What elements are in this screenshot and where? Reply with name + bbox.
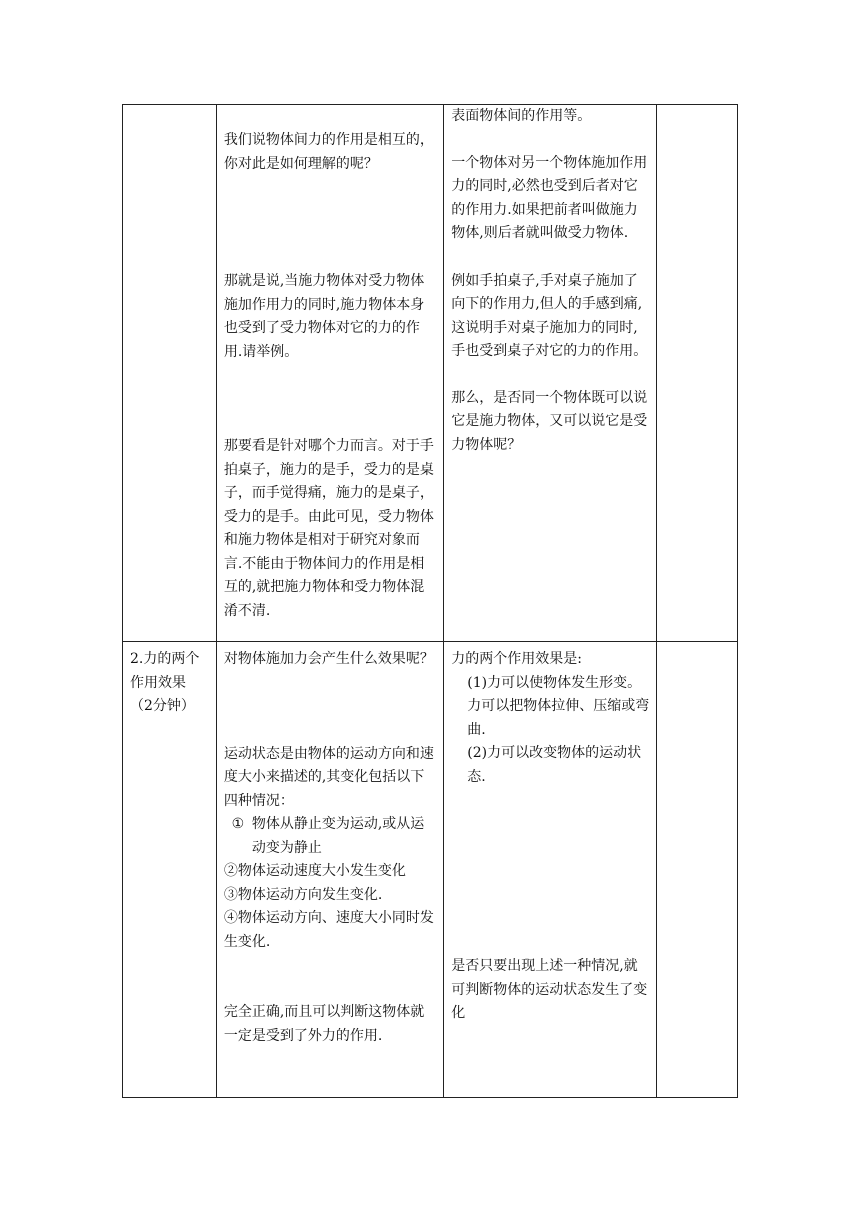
paragraph: 是否只要出现上述一种情况,就可判断物体的运动状态发生了变化 [451,958,648,1021]
paragraph: 表面物体间的作用等。 [451,108,592,124]
list-item [224,813,436,860]
stage-cell [123,642,217,1098]
paragraph: 一个物体对另一个物体施加作用力的同时,必然也受到后者对它的作用力.如果把前者叫做施力物体,则后者就叫做受力物体. [451,154,648,241]
paragraph: 运动状态是由物体的运动方向和速度大小来描述的,其变化包括以下四种情况： [223,745,434,809]
table-row [123,642,738,1098]
paragraph: 例如手拍桌子,手对桌子施加了向下的作用力,但人的手感到痛,这说明手对桌子施加力的同时,手也受到桌子对它的力的作用。 [451,272,648,359]
paragraph: 对物体施加力会产生什么效果呢？ [223,651,434,667]
table-row [123,105,738,642]
teacher-activity-cell [216,642,443,1098]
stage-title: 2.力的两个作用效果（2分钟） [130,651,200,714]
student-activity-cell [444,642,657,1098]
student-activity-cell [444,105,657,642]
paragraph: 我们说物体间力的作用是相互的，你对此是如何理解的呢？ [223,132,434,172]
stage-cell [123,105,217,642]
paragraph: 那要看是针对哪个力而言。对于手拍桌子，施力的是手，受力的是桌子，而手觉得痛，施力的是桌子，受力的是手。由此可见，受力物体和施力物体是相对于研究对象而言.不能由于物体间力的作用是相互的,就把施力物体和受力物体混淆不清. [223,438,434,619]
paragraph: 力的两个作用效果是: [451,651,582,667]
notes-cell [657,105,738,642]
paragraph: 完全正确,而且可以判断这物体就一定是受到了外力的作用. [223,1004,425,1044]
list-item: ②物体运动速度大小发生变化 [223,863,406,879]
paragraph: (1)力可以使物体发生形变。力可以把物体拉伸、压缩或弯曲. [467,674,650,738]
list-item: ③物体运动方向发生变化. [223,886,383,903]
paragraph: (2)力可以改变物体的运动状态. [467,745,642,785]
teacher-activity-cell [216,105,443,642]
notes-cell [657,642,738,1098]
paragraph: 那就是说,当施力物体对受力物体施加作用力的同时,施力物体本身也受到了受力物体对它的力的作用.请举例。 [223,273,425,360]
list-item: ④物体运动方向、速度大小同时发生变化. [223,910,434,950]
list-item-text: 物体从静止变为运动,或从运动变为静止 [251,816,425,856]
paragraph: 那么，是否同一个物体既可以说它是施力物体，又可以说它是受力物体呢？ [451,389,648,453]
list-marker: ① [231,816,245,832]
lesson-plan-table [122,104,738,1098]
